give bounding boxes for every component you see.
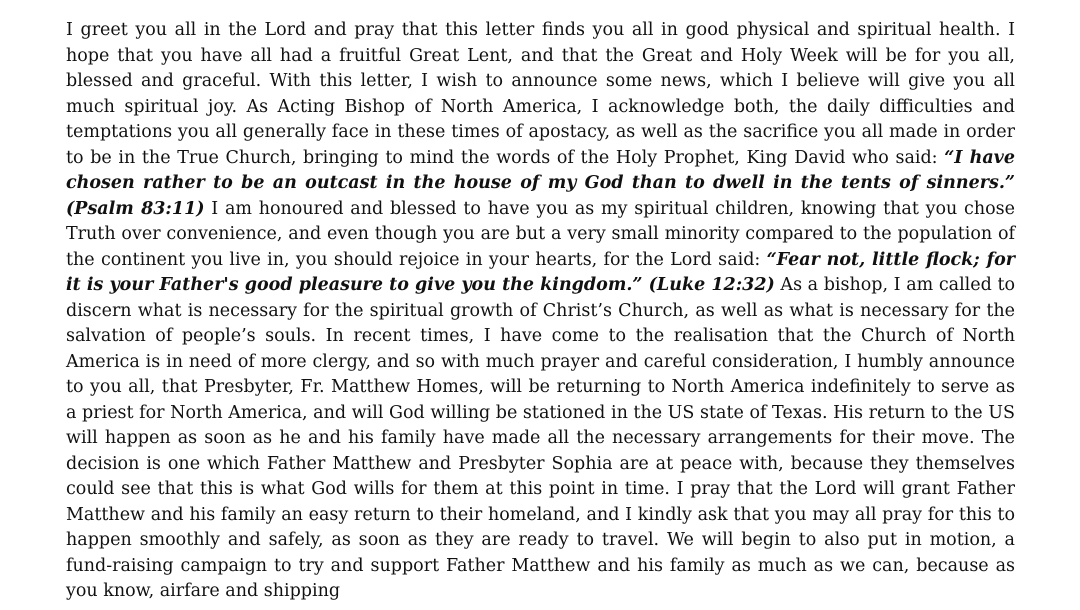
quote-psalm: “I have chosen rather to be an outcast in the house of my God than to dwell in the tents of sinners.” (Psalm 83:11) xyxy=(66,147,1015,219)
quote-luke: “Fear not, little flock; for it is your Father's good pleasure to give you the kingdom.” (Luke 12:32) xyxy=(66,249,1015,295)
letter-paragraph xyxy=(66,18,1015,605)
letter-text-announcement: As a bishop, I am called to discern what is necessary for the spiritual growth of Christ’s Church, as well as what is necessary for the salvation of people’s souls. In recent times, I have come to the realisation that the Church of North America is in need of more clergy, and so with much prayer and careful consideration, I humbly announce to you all, that Presbyter, Fr. Matthew Homes, will be returning to North America indefinitely to serve as a priest for North America, and will God willing be stationed in the US state of Texas. His return to the US will happen as soon as he and his family have made all the necessary arrangements for their move. The decision is one which Father Matthew and Presbyter Sophia are at peace with, because they themselves could see that this is what God wills for them at this point in time. I pray that the Lord will grant Father Matthew and his family an easy return to their homeland, and I kindly ask that you may all pray for this to happen smoothly and safely, as soon as they are ready to travel. We will begin to also put in motion, a fund-raising campaign to try and support Father Matthew and his family as much as we can, because as you know, airfare and shipping xyxy=(66,275,1016,601)
letter-text-flock: I am honoured and blessed to have you as my spiritual children, knowing that you chose Truth over convenience, and even though you are but a very small minority compared to the population of the continent you live in, you should rejoice in your hearts, for the Lord said: xyxy=(66,198,1015,270)
letter-text-intro: I greet you all in the Lord and pray that this letter finds you all in good physical and spiritual health. I hope that you have all had a fruitful Great Lent, and that the Great and Holy Week will be for you all, blessed and graceful. With this letter, I wish to announce some news, which I believe will give you all much spiritual joy. As Acting Bishop of North America, I acknowledge both, the daily difficulties and temptations you all generally face in these times of apostacy, as well as the sacrifice you all made in order to be in the True Church, bringing to mind the words of the Holy Prophet, King David who said: xyxy=(66,20,1015,168)
letter-page xyxy=(66,18,1015,605)
